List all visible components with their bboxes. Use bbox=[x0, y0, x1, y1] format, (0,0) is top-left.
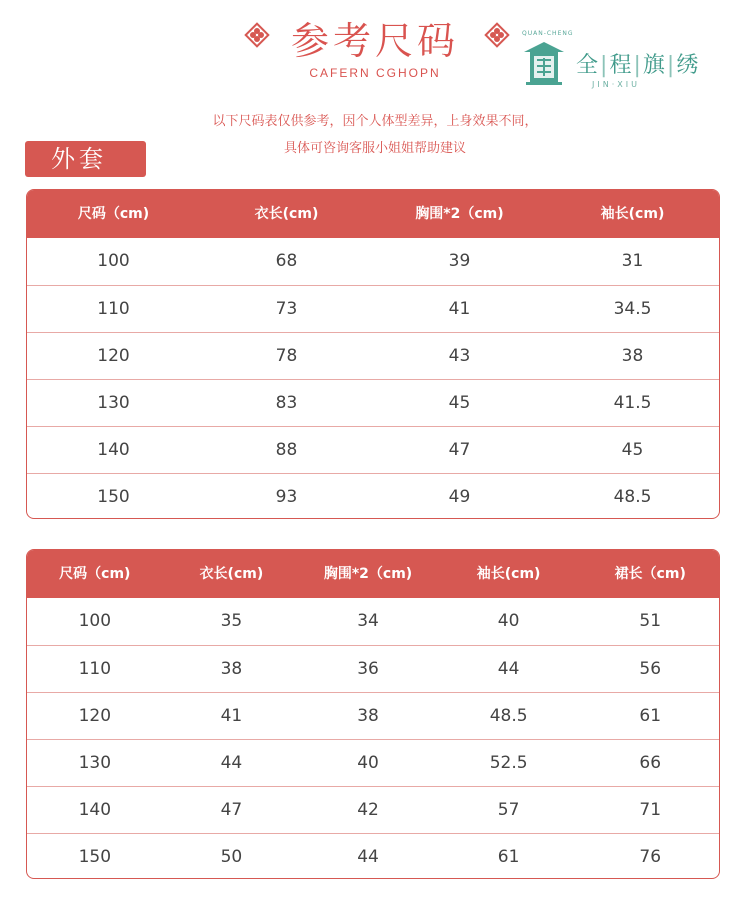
table-cell: 38 bbox=[220, 659, 243, 679]
table-cell: 130 bbox=[78, 753, 112, 773]
table-cell: 120 bbox=[97, 346, 130, 366]
table-cell: 93 bbox=[275, 487, 298, 507]
table-cell: 41 bbox=[220, 706, 243, 726]
table-cell: 44 bbox=[497, 659, 520, 679]
table-row bbox=[27, 833, 719, 879]
header-length: 衣长(cm) bbox=[254, 206, 319, 222]
table-body bbox=[27, 598, 719, 879]
header-length: 衣长(cm) bbox=[199, 566, 264, 582]
table-row bbox=[27, 692, 719, 739]
table-cell: 57 bbox=[497, 800, 520, 820]
table-cell: 48.5 bbox=[613, 487, 652, 507]
table-cell: 38 bbox=[621, 346, 644, 366]
table-cell: 34.5 bbox=[613, 299, 652, 319]
lattice-flower-icon-right bbox=[484, 22, 510, 48]
header-sleeve: 袖长(cm) bbox=[600, 206, 665, 222]
page-subtitle: CAFERN CGHOPN bbox=[309, 66, 441, 80]
pavilion-emblem-icon bbox=[520, 36, 568, 88]
table-row bbox=[27, 473, 719, 519]
page-title: 参考尺码 bbox=[290, 19, 459, 63]
table-cell: 51 bbox=[639, 611, 662, 631]
table-row bbox=[27, 238, 719, 285]
header-size: 尺码（cm) bbox=[59, 566, 131, 582]
table-cell: 44 bbox=[357, 847, 379, 867]
table-row bbox=[27, 332, 719, 379]
table-cell: 100 bbox=[97, 251, 130, 271]
table-cell: 45 bbox=[448, 393, 471, 413]
header-size: 尺码（cm) bbox=[77, 206, 150, 222]
table-cell: 71 bbox=[639, 800, 662, 820]
table-cell: 44 bbox=[220, 753, 243, 773]
notice-line-1: 以下尺码表仅供参考，因个人体型差异，上身效果不同， bbox=[212, 114, 538, 129]
table-cell: 40 bbox=[357, 753, 379, 773]
table-cell: 150 bbox=[97, 487, 130, 507]
brand-name: 全|程|旗|绣 bbox=[576, 53, 701, 78]
table-cell: 110 bbox=[97, 299, 130, 319]
table-cell: 66 bbox=[639, 753, 662, 773]
table-cell: 61 bbox=[639, 706, 662, 726]
brand-tag: QUAN-CHENG bbox=[522, 30, 574, 37]
table-cell: 88 bbox=[275, 440, 298, 460]
table-row bbox=[27, 786, 719, 833]
section-label-coat: 外套 bbox=[25, 141, 146, 177]
table-cell: 41.5 bbox=[613, 393, 652, 413]
table-cell: 61 bbox=[497, 847, 520, 867]
table-cell: 39 bbox=[448, 251, 471, 271]
table-cell: 38 bbox=[357, 706, 379, 726]
table-body bbox=[27, 238, 719, 519]
table-cell: 45 bbox=[621, 440, 644, 460]
table-cell: 43 bbox=[448, 346, 471, 366]
table-cell: 73 bbox=[275, 299, 298, 319]
table-row bbox=[27, 426, 719, 473]
table-cell: 34 bbox=[357, 611, 379, 631]
table-cell: 56 bbox=[639, 659, 662, 679]
table-cell: 48.5 bbox=[489, 706, 528, 726]
table-cell: 40 bbox=[497, 611, 520, 631]
brand-roman: JIN·XIU bbox=[592, 80, 640, 89]
size-table-coat bbox=[26, 189, 720, 519]
header-chest: 胸围*2（cm) bbox=[323, 566, 413, 582]
table-cell: 47 bbox=[448, 440, 471, 460]
table-cell: 41 bbox=[448, 299, 471, 319]
table-row bbox=[27, 645, 719, 692]
table-row bbox=[27, 739, 719, 786]
table-cell: 100 bbox=[78, 611, 112, 631]
size-table-dress bbox=[26, 549, 720, 879]
brand-logo bbox=[520, 30, 730, 94]
table-cell: 140 bbox=[78, 800, 112, 820]
table-cell: 49 bbox=[448, 487, 471, 507]
table-cell: 42 bbox=[357, 800, 379, 820]
table-cell: 130 bbox=[97, 393, 130, 413]
table-header bbox=[27, 550, 719, 598]
notice-line-2: 具体可咨询客服小姐姐帮助建议 bbox=[283, 141, 466, 156]
table-cell: 110 bbox=[78, 659, 112, 679]
table-cell: 68 bbox=[275, 251, 298, 271]
table-cell: 140 bbox=[97, 440, 130, 460]
header-chest: 胸围*2（cm) bbox=[415, 206, 504, 222]
table-cell: 36 bbox=[357, 659, 379, 679]
table-cell: 83 bbox=[275, 393, 298, 413]
table-row bbox=[27, 285, 719, 332]
header-sleeve: 袖长(cm) bbox=[476, 566, 541, 582]
table-cell: 31 bbox=[621, 251, 644, 271]
table-cell: 35 bbox=[220, 611, 243, 631]
table-cell: 78 bbox=[275, 346, 298, 366]
table-cell: 76 bbox=[639, 847, 662, 867]
table-header bbox=[27, 190, 719, 238]
table-cell: 150 bbox=[78, 847, 112, 867]
table-cell: 50 bbox=[220, 847, 243, 867]
table-row bbox=[27, 379, 719, 426]
table-row bbox=[27, 598, 719, 645]
header-skirt-length: 裙长（cm) bbox=[614, 566, 686, 582]
table-cell: 47 bbox=[220, 800, 243, 820]
table-cell: 120 bbox=[78, 706, 112, 726]
table-cell: 52.5 bbox=[489, 753, 528, 773]
